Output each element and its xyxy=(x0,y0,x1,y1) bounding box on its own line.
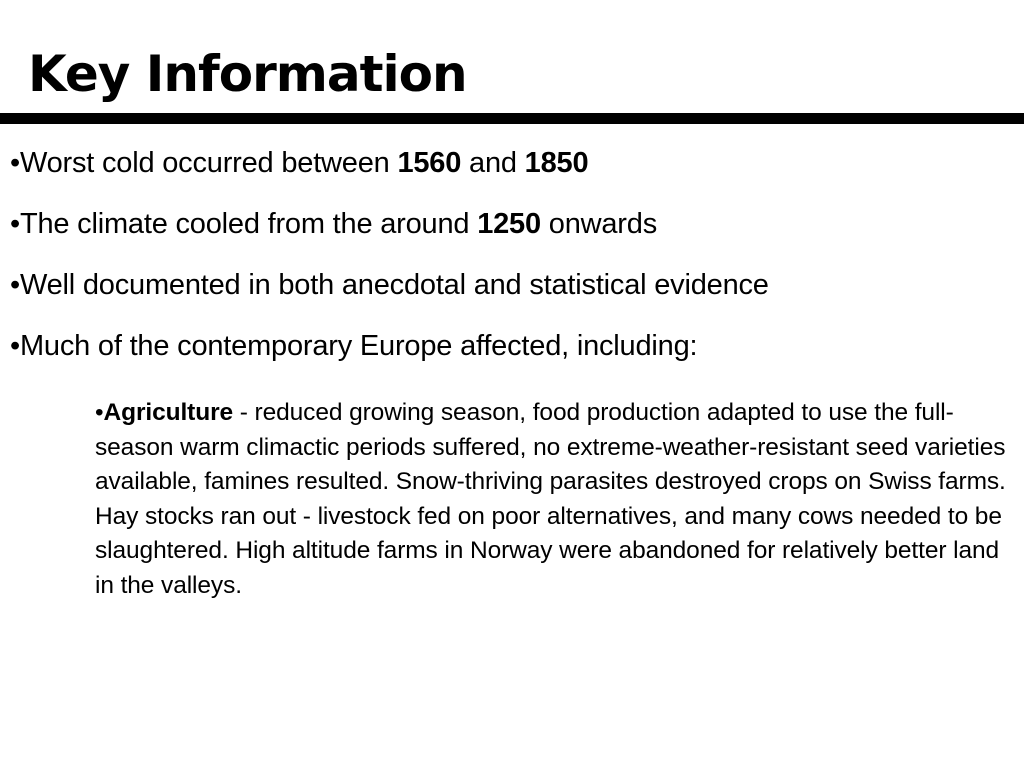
bullet-dot: • xyxy=(10,208,20,240)
bullet-text: Much of the contemporary Europe affected, including: xyxy=(19,330,698,362)
slide-title: Key Information xyxy=(28,45,467,103)
sub-bullet-agriculture xyxy=(95,396,1017,603)
sub-bullet-label: Agriculture xyxy=(103,399,234,426)
bullet-text: and xyxy=(461,147,525,179)
bullet-europe-affected xyxy=(10,316,1010,377)
bullet-documented xyxy=(10,255,1010,316)
bullet-text: onwards xyxy=(540,208,657,240)
year-start: 1560 xyxy=(397,147,462,179)
bullet-worst-cold xyxy=(10,133,1010,194)
sub-bullet-text: - reduced growing season, food production adapted to use the full-season warm climactic periods suffered, no extreme-weather-resistant seed varieties available, famines resulted. Snow-thriving parasites destroyed crops on Swiss farms. Hay stocks ran out - livestock fed on poor alternatives, and many cows needed to be slaughtered. High altitude farms in Norway were abandoned for relatively better land in the valleys. xyxy=(95,399,1006,599)
title-divider xyxy=(0,113,1024,124)
year-cooling: 1250 xyxy=(477,208,541,240)
bullet-text: The climate cooled from the around xyxy=(19,208,478,240)
year-end: 1850 xyxy=(524,147,589,179)
sub-bullet-dot: • xyxy=(95,399,104,426)
bullet-climate-cooled xyxy=(10,194,1010,255)
bullet-text: Worst cold occurred between xyxy=(19,147,398,179)
bullet-dot: • xyxy=(10,147,20,179)
bullet-text: Well documented in both anecdotal and statistical evidence xyxy=(19,269,769,301)
bullet-list xyxy=(10,133,1010,377)
bullet-dot: • xyxy=(10,269,20,301)
bullet-dot: • xyxy=(10,330,20,362)
